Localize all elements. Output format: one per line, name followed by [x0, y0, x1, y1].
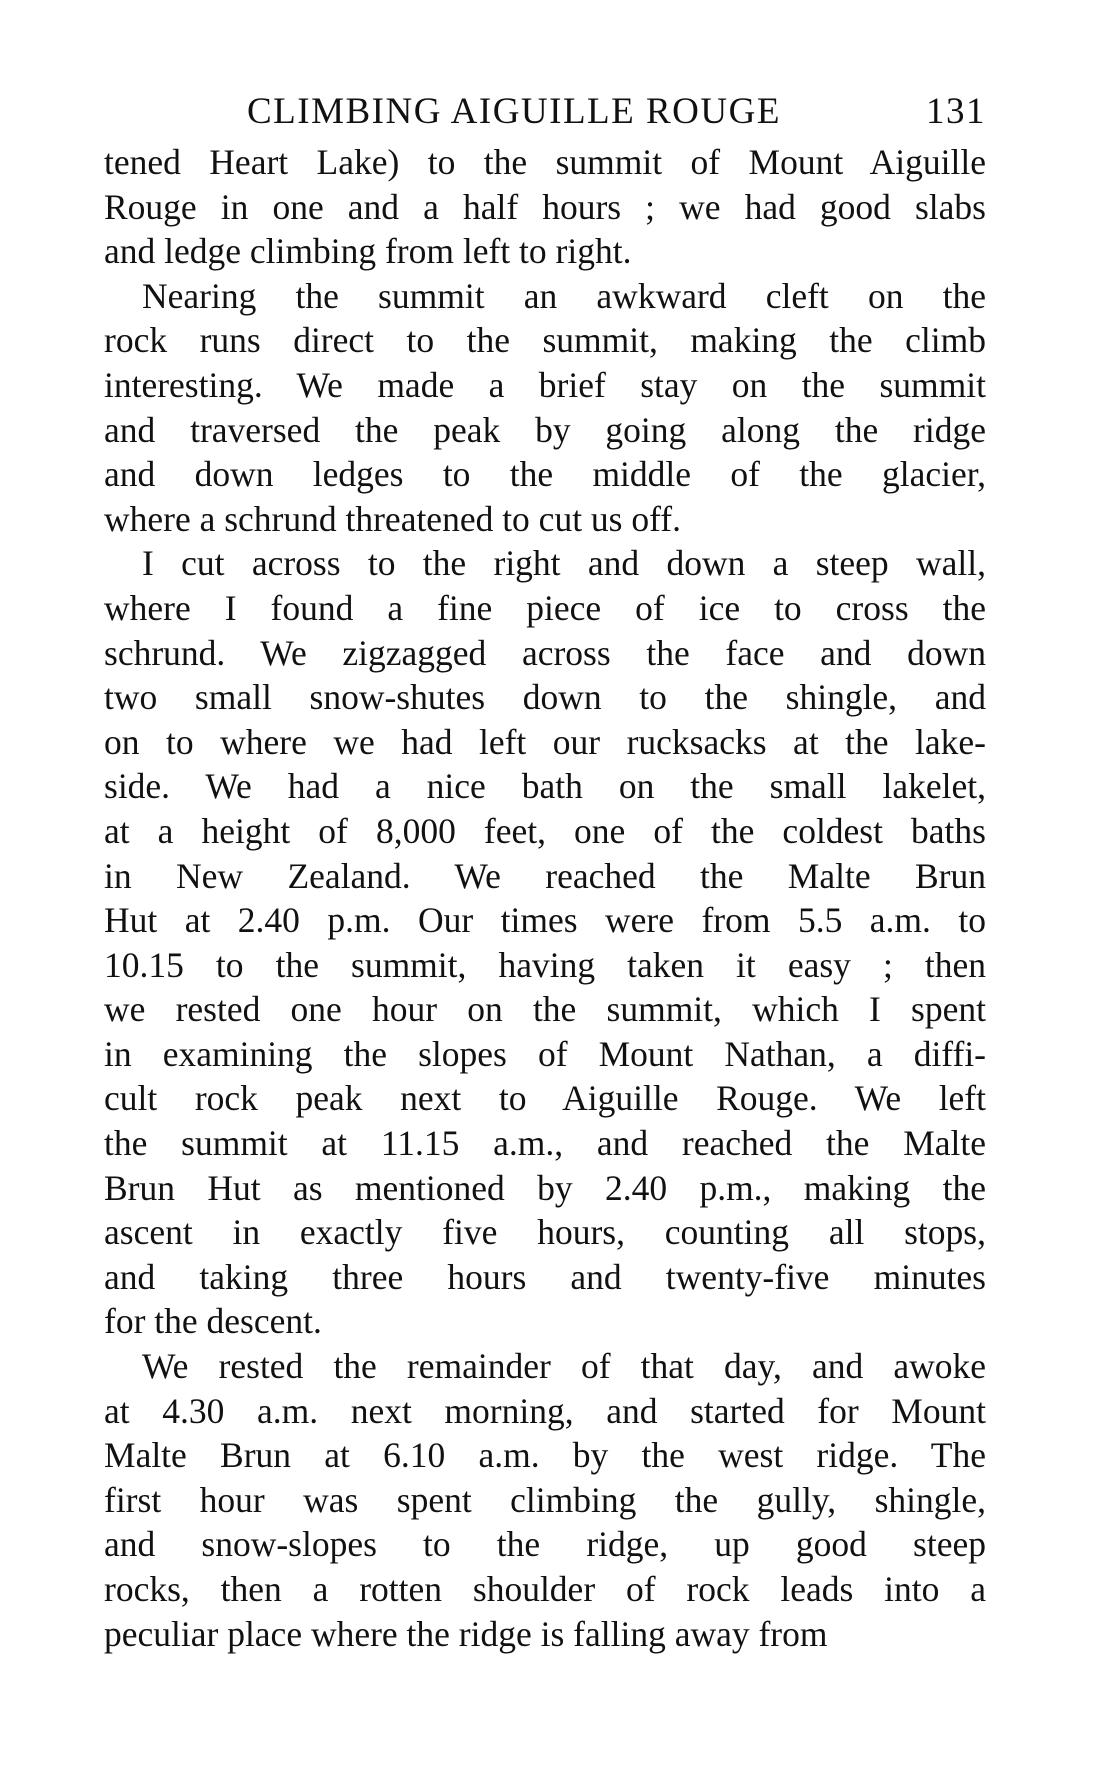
text-line: cult rock peak next to Aiguille Rouge. We left	[104, 1078, 986, 1119]
text-line: where I found a fine piece of ice to cross the	[104, 587, 986, 628]
paragraph	[104, 140, 986, 274]
text-line: I cut across to the right and down a steep wall,	[142, 543, 986, 584]
text-line: in examining the slopes of Mount Nathan, a diffi-	[104, 1033, 986, 1074]
paragraph	[104, 1344, 986, 1656]
text-line: two small snow-shutes down to the shingle, and	[104, 677, 986, 718]
text-line: and traversed the peak by going along the ridge	[104, 409, 986, 450]
text-line: and down ledges to the middle of the glacier,	[104, 454, 986, 495]
text-line: side. We had a nice bath on the small lakelet,	[104, 766, 986, 807]
paragraph	[104, 274, 986, 542]
text-line: where a schrund threatened to cut us off.	[104, 498, 681, 539]
text-line: Brun Hut as mentioned by 2.40 p.m., making the	[104, 1167, 986, 1208]
text-line: we rested one hour on the summit, which I spent	[104, 989, 986, 1030]
text-line: peculiar place where the ridge is falling away from	[104, 1613, 828, 1654]
text-line: Nearing the summit an awkward cleft on the	[142, 275, 986, 316]
text-line: at a height of 8,000 feet, one of the coldest baths	[104, 810, 986, 851]
text-line: and taking three hours and twenty-five minutes	[104, 1256, 986, 1297]
text-line: at 4.30 a.m. next morning, and started for Mount	[104, 1390, 986, 1431]
text-line: rock runs direct to the summit, making the climb	[104, 320, 986, 361]
text-line: ascent in exactly five hours, counting all stops,	[104, 1212, 986, 1253]
text-line: the summit at 11.15 a.m., and reached the Malte	[104, 1123, 986, 1164]
text-line: tened Heart Lake) to the summit of Mount Aiguille	[104, 142, 986, 182]
text-line: 10.15 to the summit, having taken it easy ; then	[104, 944, 986, 985]
running-head	[104, 84, 986, 140]
text-line: first hour was spent climbing the gully, shingle,	[104, 1479, 986, 1520]
text-line: in New Zealand. We reached the Malte Brun	[104, 855, 986, 896]
text-line: on to where we had left our rucksacks at the lake-	[104, 721, 986, 762]
body-text	[104, 140, 986, 1656]
paragraph	[104, 541, 986, 1344]
text-line: for the descent.	[104, 1301, 322, 1342]
running-title: CLIMBING AIGUILLE ROUGE	[247, 91, 781, 132]
text-line: and ledge climbing from left to right.	[104, 231, 632, 272]
text-line: Hut at 2.40 p.m. Our times were from 5.5 a.m. to	[104, 900, 986, 941]
text-line: We rested the remainder of that day, and awoke	[142, 1346, 986, 1387]
text-line: schrund. We zigzagged across the face and down	[104, 632, 986, 673]
book-page	[104, 84, 986, 1656]
text-line: Malte Brun at 6.10 a.m. by the west ridge. The	[104, 1435, 986, 1476]
text-line: and snow-slopes to the ridge, up good steep	[104, 1524, 986, 1565]
text-line: Rouge in one and a half hours ; we had good slabs	[104, 186, 986, 227]
page-number: 131	[926, 91, 986, 132]
text-line: rocks, then a rotten shoulder of rock leads into a	[104, 1569, 986, 1609]
text-line: interesting. We made a brief stay on the summit	[104, 364, 986, 405]
